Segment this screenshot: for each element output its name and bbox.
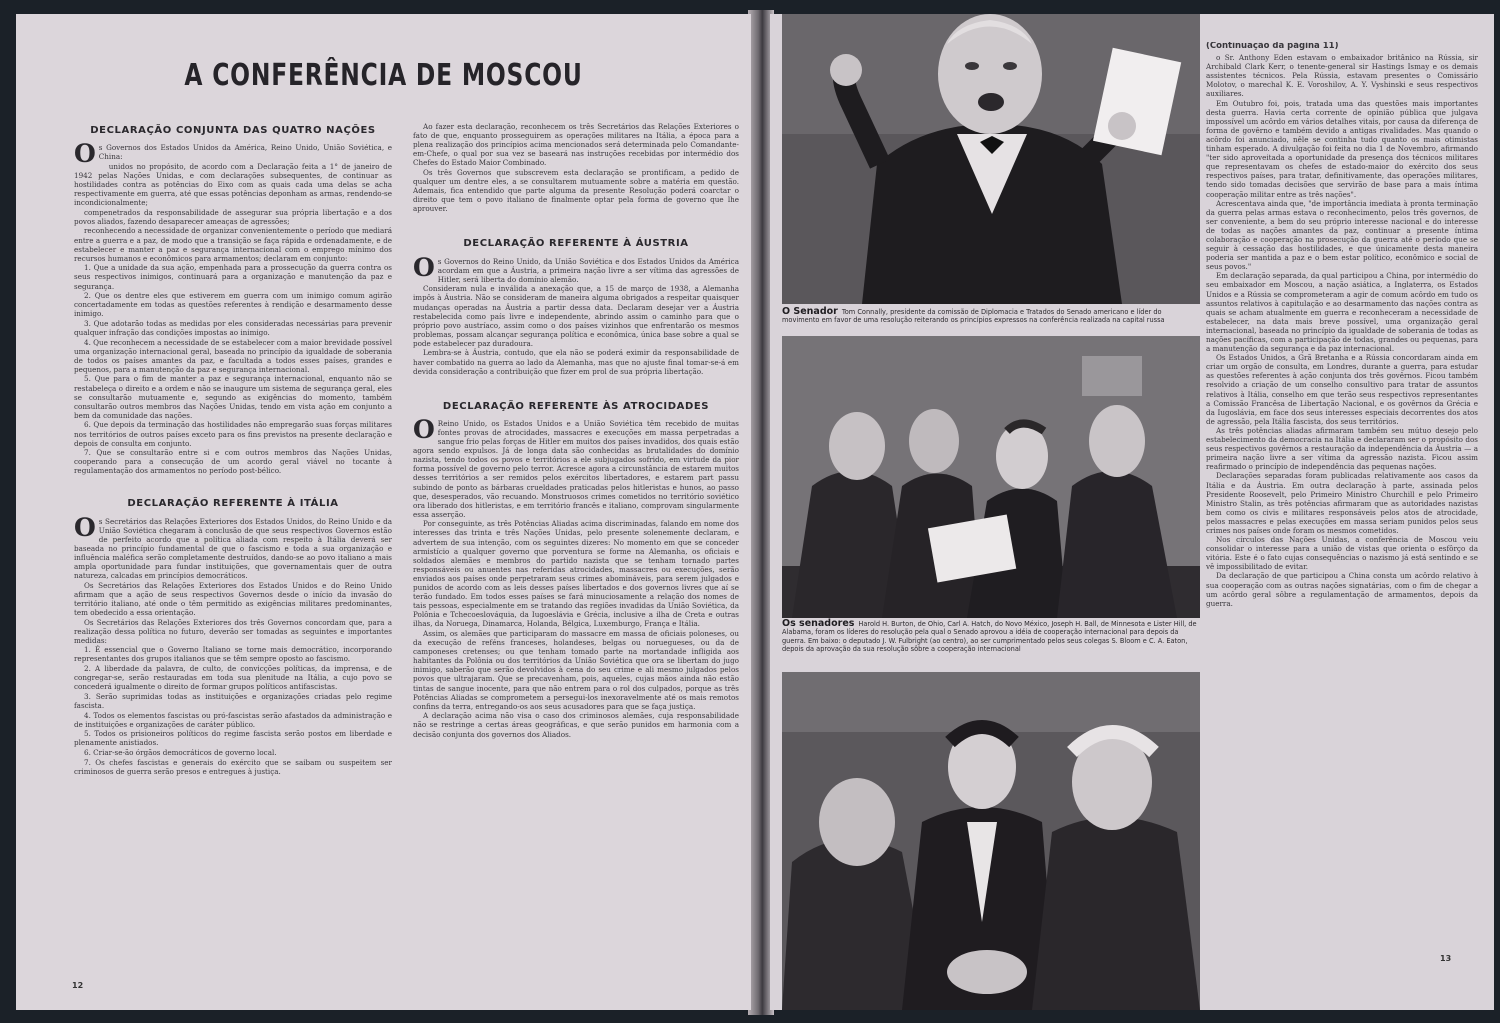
paragraph: o Sr. Anthony Eden estavam o embaixador britânico na Rússia, sir Archibald Clark Kerr, o tenente-general sir Hastings Ismay e os demais assistentes técnicos. Pela Rússia, estavam presentes o Comissário Molotov, o marechal K. E. Voroshilov, A. Y. Vyshinski e seus respectivos auxiliares. — [1206, 53, 1478, 99]
paragraph: 7. Os chefes fascistas e generais do exército que se saibam ou suspeitem ser criminosos de guerra serão presos e entregues à justiça. — [74, 757, 392, 776]
photo-senator-connally — [782, 14, 1200, 304]
continuation-label: (Continuação da página 11) — [1206, 42, 1339, 51]
paragraph: Da declaração de que participou a China consta um acôrdo relativo à sua cooperação com as outras nações signatárias, com o fim de chegar a um acôrdo geral sôbre a regulamentação de armamentos, depois da guerra. — [1206, 571, 1478, 608]
paragraph: 1. É essencial que o Governo Italiano se torne mais democrático, incorporando representantes dos grupos italianos que se têm sempre oposto ao fascismo. — [74, 645, 392, 664]
paragraph: Os Estados Unidos, a Grã Bretanha e a Rússia concordaram ainda em criar um orgão de consulta, em Londres, durante a guerra, para estudar as questões referentes à ação conjunta dos três govêrnos. Ficou também resolvido a criação de um conselho consultivo para tratar de assuntos relativos à Itália, conselho em que terão seus respectivos representantes a Comissão Francêsa de Libertação Nacional, e os govêrnos da Grécia e da Iugoslávia, em face dos seus interesses especiais decorrentes dos atos de agressão, pela Itália fascista, dos seus territórios. — [1206, 353, 1478, 426]
paragraph: 2. A liberdade da palavra, de culto, de convicções políticas, da imprensa, e de congregar-se, serão restauradas em toda sua plenitude na Itália, a cujo povo se concederá igualmente o direito de formar grupos políticos antifascistas. — [74, 664, 392, 692]
lead-austria: Os Governos do Reino Unido, da União Soviética e dos Estados Unidos da América acordam em que a Áustria, a primeira nação livre a ser vítima das agressões de Hitler, será liberta do domínio alemão. — [413, 252, 739, 284]
right-page — [770, 14, 1494, 1010]
paras-atrocidades — [413, 519, 739, 738]
paragraph: Lembra-se à Áustria, contudo, que ela não se poderá eximir da responsabilidade de haver combatido na guerra ao lado da Alemanha, mas que no ajuste final tomar-se-á em devida consideração a contribuição que fizer em prol de sua própria libertação. — [413, 348, 739, 376]
paragraph: Por conseguinte, as três Potências Aliadas acima discriminadas, falando em nome dos interesses das trinta e três Nações Unidas, pelo presente solenemente declaram, e advertem de sua intenção, com os seguintes dizeres: No momento em que se conceder armistício a qualquer governo que porventura se forme na Alemanha, os oficiais e soldados alemães e membros do partido nazista que se tenham tornado partes responsáveis ou anuentes nas referidas atrocidades, massacres ou execuções, serão enviados aos países onde perpetraram seus crimes abomináveis, para serem julgados e punidos de acordo com as leis desses países libertados e dos governos livres que aí se terão fundado. Em todos esses países se fará minuciosamente a relação dos nomes de tais pessoas, especialmente em se tratando das regiões invadidas da União Soviética, da Polônia e Tchecoeslováquia, da Iugoeslávia e Grécia, inclusive a ilha de Creta e outras ilhas, da Noruega, Dinamarca, Holanda, Bélgica, Luxemburgo, França e Itália. — [413, 519, 739, 629]
paragraph: unidos no propósito, de acordo com a Declaração feita a 1° de janeiro de 1942 pelas Nações Unidas, e com declarações subsequentes, de continuar as hostilidades contra as potências do Eixo com as quais cada uma delas se acha respectivamente em guerra, até que essas potências deponham as armas, rendendo-se incondicionalmente; — [74, 161, 392, 208]
paragraph: 5. Que para o fim de manter a paz e segurança internacional, enquanto não se restabeleça o direito e a ordem e não se inaugure um sistema de segurança geral, eles se consultarão mutuamente e, segundo as exigências do momento, também consultarão outros membros das Nações Unidas, tendo em vista ação em conjunto a bem da comunidade das nações. — [74, 374, 392, 420]
paragraph: 4. Todos os elementos fascistas ou pró-fascistas serão afastados da administração e de instituições e organizações de caráter público. — [74, 710, 392, 729]
left-column-2 — [413, 122, 739, 997]
paragraph: 5. Todos os prisioneiros políticos do regime fascista serão postos em liberdade e plenamente anistiados. — [74, 729, 392, 748]
paragraph: Acrescentava ainda que, "de importância imediata à pronta terminação da guerra pelas armas estava o reconhecimento, pelos três governos, de ser conveniente, a bem do seu próprio interesse nacional e do interesse de todas as nações amantes da paz, continuar a presente íntima colaboração e cooperação na prosecução da guerra até o período que se seguir à cessação das hostilidades, e que únicamente desta maneira poderia ser mantida a paz e o bem estar político, econômico e social de seus povos." — [1206, 198, 1478, 272]
continuation-paras — [1206, 53, 1478, 608]
paragraph: 3. Que adotarão todas as medidas por eles consideradas necessárias para prevenir qualquer infração das condições impostas ao inimigo. — [74, 318, 392, 337]
heading-atrocidades: DECLARAÇÃO REFERENTE ÀS ATROCIDADES — [442, 400, 710, 412]
drop-cap: O — [74, 139, 96, 169]
paragraph: 6. Criar-se-ão órgãos democráticos de governo local. — [84, 747, 277, 757]
caption-senators: Os senadores Harold H. Burton, de Ohio, Carl A. Hatch, do Novo México, Joseph H. Ball, de Minnesota e Lister Hill, de Alabama, foram os líderes do resolução pela qual o Senado aprovou a idéia de cooperação internacional para depois da guerra. Em baixo: o deputado J. W. Fulbright (ao centro), ao ser cumprimentado pelos seus colegas S. Bloom e C. A. Eaton, depois da aprovação da sua resolução sôbre a cooperação internacional — [782, 618, 1197, 654]
left-page — [16, 14, 751, 1010]
paragraph: 1. Que a unidade da sua ação, empenhada para a prossecução da guerra contra os seus respectivos inimigos, continuará para a organização e manutenção da paz e segurança. — [74, 263, 392, 291]
paras-italia-cont — [413, 122, 739, 213]
paragraph: Declarações separadas foram publicadas relativamente aos casos da Itália e da Áustria. Em outra declaração à parte, assinada pelos Presidente Roosevelt, pelo Primeiro Ministro Churchill e pelo Primeiro Ministro Stalin, as três potências afirmaram que as autoridades nazistas bem como os civis e militares responsáveis pelos atos de atrocidade, pelos massacres e pelas execuções em massa seriam punidos pelos seus crimes nos países onde foram os mesmos cometidos. — [1206, 471, 1478, 535]
paras-austria — [413, 284, 739, 375]
senators-group-icon — [782, 336, 1200, 618]
left-column-1 — [74, 122, 392, 987]
paragraph: 7. Que se consultarão entre si e com outros membros das Nações Unidas, cooperando para a consecução de um acordo geral viável no tocante à regulamentação dos armamentos no período post-bélico. — [74, 448, 392, 476]
heading-italia: DECLARAÇÃO REFERENTE À ITÁLIA — [127, 498, 339, 510]
paras-italia — [74, 581, 392, 776]
paragraph: compenetrados da responsabilidade de assegurar sua própria libertação e a dos povos aliados, fazendo desaparecer ameaças de agressões; — [74, 207, 392, 226]
paragraph: A declaração acima não visa o caso dos criminosos alemães, cuja responsabilidade não se restringe a certas áreas geográficas, e que serão punidos em harmonia com a decisão conjunta dos governos dos Aliados. — [413, 711, 739, 739]
lead-quatro-nacoes: Os Governos dos Estados Unidos da América, Reino Unido, União Soviética, e China: — [74, 139, 392, 169]
page-number-left: 12 — [72, 981, 84, 990]
paragraph: As três potências aliadas afirmaram também seu mútuo desejo pelo estabelecimento da democracia na Itália e declararam ser o propósito dos seus respectivos govêrnos a restauração da independência da Áustria — a primeira nação livre a ser vítima da agressão nazista. Ficou assim reafirmado o princípio de independência das pequenas nações. — [1206, 425, 1478, 472]
page-title: A CONFERÊNCIA DE MOSCOU — [184, 58, 583, 93]
heading-quatro-nacoes: DECLARAÇÃO CONJUNTA DAS QUATRO NAÇÕES — [90, 125, 376, 136]
paragraph: 2. Que os dentre eles que estiverem em guerra com um inimigo comum agirão concertadamente em todas as questões referentes à rendição e desarmamento desse inimigo. — [74, 291, 392, 319]
paragraph: Nos círculos das Nações Unidas, a conferência de Moscou veiu consolidar o interesse para a união de vistas que orienta o esfôrço da vitória. Este é o fato cujas consequências o nazismo já está sentindo e se vê impossibilitado de evitar. — [1206, 535, 1478, 572]
paragraph: Os três Governos que subscrevem esta declaração se prontificam, a pedido de qualquer um dentre eles, a se consultarem mutuamente sobre a matéria em questão. Ademais, fica entendido que parte alguma da presente Resolução poderá coarctar o direito que tem o povo italiano de finalmente optar pela forma de governo que lhe aprouver. — [413, 167, 739, 214]
paragraph: Em declaração separada, da qual participou a China, por intermédio do seu embaixador em Moscou, a nação asiática, a Inglaterra, os Estados Unidos e a Rússia se comprometeram a agir de comum acôrdo em tudo os assuntos relativos à capitulação e ao desarmamento das nações contra as quais se acham atualmente em guerra e reconheceram a necessidade de estabelecer, na data mais breve possível, uma organização geral internacional, baseada no princípio da igualdade de soberania de todas as nações pacíficas, com a participação de todas, grandes ou pequenas, para a manutenção da segurança e da paz internacional. — [1206, 271, 1478, 354]
paras-quatro-nacoes — [74, 162, 392, 476]
paragraph: Consideram nula e inválida a anexação que, a 15 de março de 1938, a Alemanha impôs à Áustria. Não se consideram de maneira alguma obrigados a respeitar quaisquer mudanças operadas na Áustria a partir dessa data. Declaram desejar ver a Áustria restabelecida como país livre e independente, abrindo assim o caminho para que o próprio povo austríaco, assim como o dos países vizinhos que enfrentarão os mesmos problemas, possam alcançar segurança política e econômica, única base sobre a qual se pode estabelecer paz duradoura. — [413, 284, 739, 348]
paragraph: Em Outubro foi, pois, tratada uma das questões mais importantes desta guerra. Havia certa corrente de opinião pública que julgava impossível um acôrdo em vários detalhes vitais, por causa da diferença de forma de govêrno e também devido a antigas rivalidades. Mas quando o acôrdo foi anunciado, nêle se continha tudo quanto os mais otimistas tinham esperado. A divulgação foi feita no dia 1 de Novembro, afirmando "ter sido aproveitada a oportunidade da presença dos técnicos militares que representavam os chefes de estado-maior do exército dos seus respectivos países, para tratar, definitivamente, das operações militares, tendo sido tomadas decisões que servirão de base para a mais íntima cooperação militar entre as três nações". — [1206, 98, 1478, 199]
paragraph: 6. Que depois da terminação das hostilidades não empregarão suas forças militares nos territórios de outros países exceto para os fins previstos na presente declaração e depois de consulta em conjunto. — [74, 420, 392, 448]
heading-austria: DECLARAÇÃO REFERENTE À ÁUSTRIA — [463, 238, 689, 250]
drop-cap: O — [413, 414, 435, 444]
caption-senator: O Senador Tom Connally, presidente da comissão de Diplomacia e Tratados do Senado americano e líder do movimento em favor de uma resolução reiterando os princípios expressos na conferência realizada na capital russa — [782, 306, 1165, 325]
drop-cap: O — [413, 252, 435, 282]
lead-atrocidades: O Reino Unido, os Estados Unidos e a União Soviética têm recebido de muitas fontes provas de atrocidades, massacres e execuções em massa perpetradas a sangue frio pelas forças de Hitler em muitos dos países invadidos, dos quais estão agora sendo expulsos. Já de longa data são conhecidas as brutalidades do domínio nazista, tendo todos os povos e territórios a ele subjugados sofrido, em virtude da pior forma possível de governo pelo terror. Acresce agora a circunstância de estarem muitos desses territórios a ser remidos pelos exércitos libertadores, e estarem part passu subindo de ponto as bárbaras crueldades praticadas pelos hitleristas e hunos, ao passo que, desesperados, vão recuando. Monstruosos crimes cometidos no território soviético ora liberado dos hitleristas, e em território francês e italiano, comprovam singularmente essa asserção. — [413, 414, 739, 519]
handshake-photo-icon — [782, 672, 1200, 1010]
paragraph: 3. Serão suprimidas todas as instituições e organizações criadas pelo regime fascista. — [74, 691, 392, 710]
lead-italia: Os Secretários das Relações Exteriores dos Estados Unidos, do Reino Unido e da União Soviética chegaram à conclusão de que seus respectivos Governos estão de perfeito acordo que a política aliada com respeito à Itália deverá ser baseada no princípio fundamental de que o fascismo e toda a sua organização e influência maléfica serão completamente destruídos, dando-se ao povo italiano a mais ampla oportunidade para fundar instituições, que governamentais quer de outra natureza, calcadas em princípios democráticos. — [74, 512, 392, 581]
page-number-right: 13 — [1440, 954, 1452, 963]
paragraph: Os Secretários das Relações Exteriores dos três Governos concordam que, para a realização dessa política no futuro, deverão ser tomadas as seguintes e importantes medidas: — [74, 617, 392, 645]
continuation-column — [1206, 42, 1478, 980]
paragraph: reconhecendo a necessidade de organizar convenientemente o período que mediará entre a guerra e a paz, de modo que a transição se faça rápida e ordenadamente, e de estabelecer e manter a paz e segurança internacional com o emprego mínimo dos recursos humanos e econômicos para armamentos; declaram em conjunto: — [74, 226, 392, 263]
senator-portrait-icon — [782, 14, 1200, 304]
photo-fulbright-handshake — [782, 672, 1200, 1010]
photo-senators-group — [782, 336, 1200, 618]
paragraph: 4. Que reconhecem a necessidade de se estabelecer com a maior brevidade possível uma organização internacional geral, baseada no princípio da igualdade de soberania de todos os países amantes da paz, e facultada a todos esses países, grandes e pequenos, para a manutenção da paz e segurança internacional. — [74, 337, 392, 374]
paragraph: Ao fazer esta declaração, reconhecem os três Secretários das Relações Exteriores o fato de que, enquanto prosseguirem as operações militares na Itália, a época para a plena realização dos princípios acima mencionados será determinada pelo Comandante-em-Chefe, o qual por sua vez se baseará nas instruções recebidas por intermédio dos Chefes do Estado Maior Combinado. — [413, 122, 739, 168]
paragraph: Os Secretários das Relações Exteriores dos Estados Unidos e do Reino Unido afirmam que a ação de seus respectivos Governos desde o início da invasão do território italiano, até onde o têm permitido as exigências militares predominantes, tem obedecido a essa orientação. — [74, 580, 392, 617]
paragraph: Assim, os alemães que participaram do massacre em massa de oficiais poloneses, ou da execução de reféns franceses, holandeses, belgas ou noruegueses, ou da de camponeses cretenses; ou que tenham tomado parte na mortandade infligida aos habitantes da Polônia ou dos territórios da União Soviética que ora se libertam do jugo inimigo, saberão que serão devolvidos à cena do seu crime e ali mesmo julgados pelos povos que ultrajaram. Que se precavenham, pois, aqueles, cujas mãos ainda não estão tintas de sangue inocente, para que não entrem para o rol dos culpados, porque as três Potências Aliadas se comprometem a persegui-los inexoravelmente até os mais remotos confins da terra, entregando-os aos seus acusadores para que se faça justiça. — [413, 629, 739, 711]
drop-cap: O — [74, 512, 96, 542]
